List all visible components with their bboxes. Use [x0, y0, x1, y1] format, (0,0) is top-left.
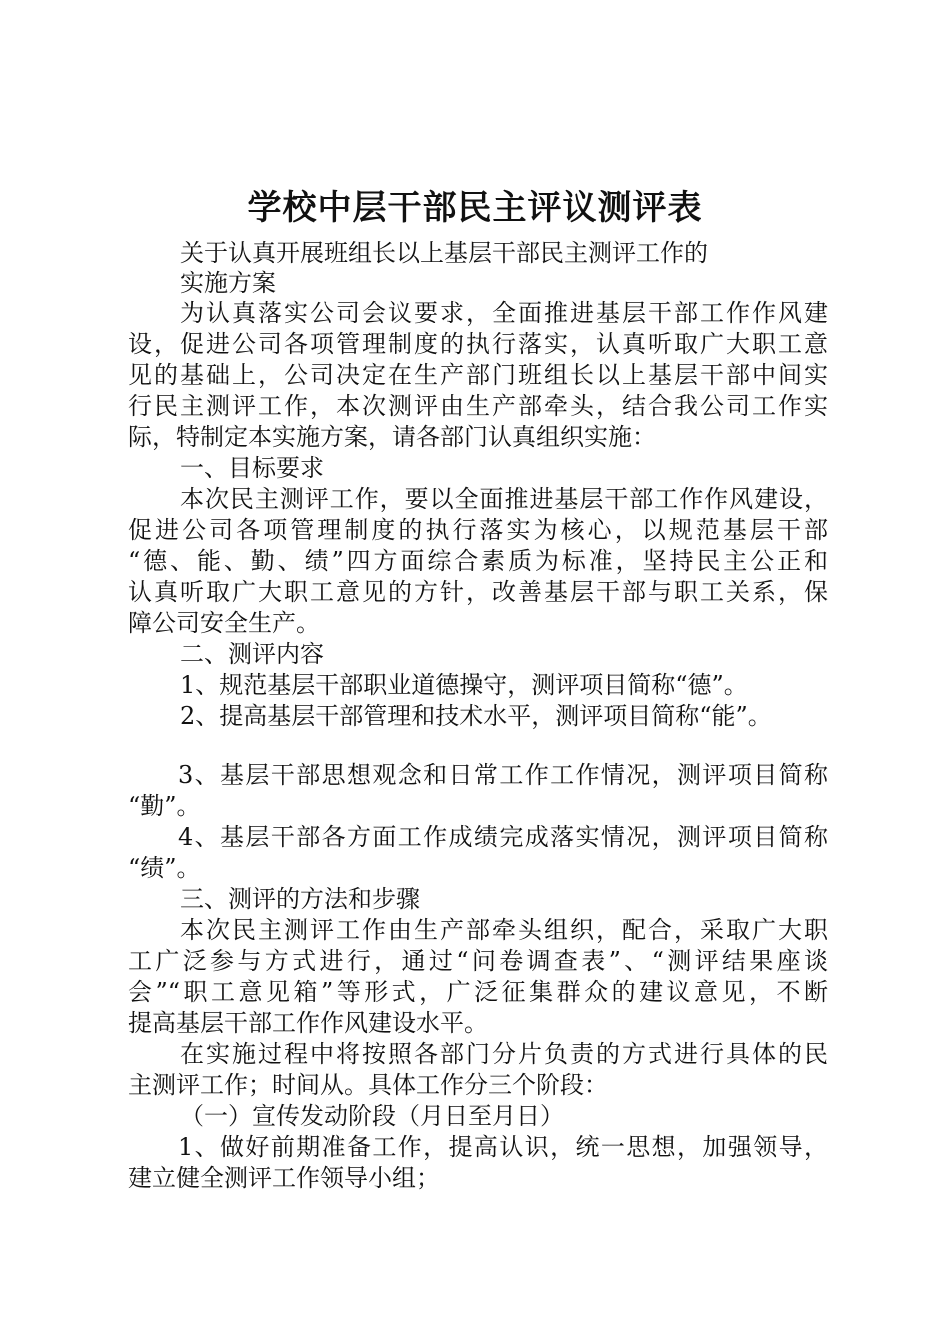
section-heading: 一、目标要求 [180, 454, 324, 482]
list-item: 2、提高基层干部管理和技术水平，测评项目简称“能”。 [180, 702, 772, 730]
list-item: 4、基层干部各方面工作成绩完成落实情况，测评项目简称 [178, 823, 828, 851]
section-heading: 二、测评内容 [180, 640, 324, 668]
paragraph-line: 见的基础上，公司决定在生产部门班组长以上基层干部中间实 [128, 361, 828, 389]
paragraph-line: 促进公司各项管理制度的执行落实为核心，以规范基层干部 [128, 516, 828, 544]
list-item: 1、做好前期准备工作，提高认识，统一思想，加强领导， [178, 1133, 828, 1161]
paragraph-line: 设，促进公司各项管理制度的执行落实，认真听取广大职工意 [128, 330, 828, 358]
list-item: 3、基层干部思想观念和日常工作工作情况，测评项目简称 [178, 761, 828, 789]
paragraph-line: 工广泛参与方式进行，通过“问卷调查表”、“测评结果座谈 [128, 947, 828, 975]
paragraph-line: 际，特制定本实施方案，请各部门认真组织实施： [128, 423, 656, 451]
paragraph-line: 本次民主测评工作由生产部牵头组织，配合，采取广大职 [180, 916, 828, 944]
section-heading: 三、测评的方法和步骤 [180, 885, 420, 913]
subsection-heading: （一）宣传发动阶段（月日至月日） [180, 1102, 564, 1130]
list-item: 1、规范基层干部职业道德操守，测评项目简称“德”。 [180, 671, 748, 699]
subtitle-line-2: 实施方案 [180, 269, 276, 297]
paragraph-line: 认真听取广大职工意见的方针，改善基层干部与职工关系，保 [128, 578, 828, 606]
paragraph-line: 在实施过程中将按照各部门分片负责的方式进行具体的民 [180, 1040, 828, 1068]
paragraph-line: “德、能、勤、绩”四方面综合素质为标准，坚持民主公正和 [128, 547, 828, 575]
subtitle-line-1: 关于认真开展班组长以上基层干部民主测评工作的 [180, 239, 708, 267]
list-item-continuation: “绩”。 [128, 854, 201, 882]
paragraph-line: 为认真落实公司会议要求，全面推进基层干部工作作风建 [180, 299, 828, 327]
paragraph-line: 障公司安全生产。 [128, 609, 320, 637]
paragraph-line: 会”“职工意见箱”等形式，广泛征集群众的建议意见，不断 [128, 978, 828, 1006]
list-item-continuation: 建立健全测评工作领导小组； [128, 1164, 440, 1192]
list-item-continuation: “勤”。 [128, 792, 201, 820]
paragraph-line: 行民主测评工作，本次测评由生产部牵头，结合我公司工作实 [128, 392, 828, 420]
paragraph-line: 主测评工作；时间从。具体工作分三个阶段： [128, 1071, 608, 1099]
paragraph-line: 提高基层干部工作作风建设水平。 [128, 1009, 488, 1037]
document-title: 学校中层干部民主评议测评表 [247, 188, 703, 228]
paragraph-line: 本次民主测评工作，要以全面推进基层干部工作作风建设， [180, 485, 828, 513]
